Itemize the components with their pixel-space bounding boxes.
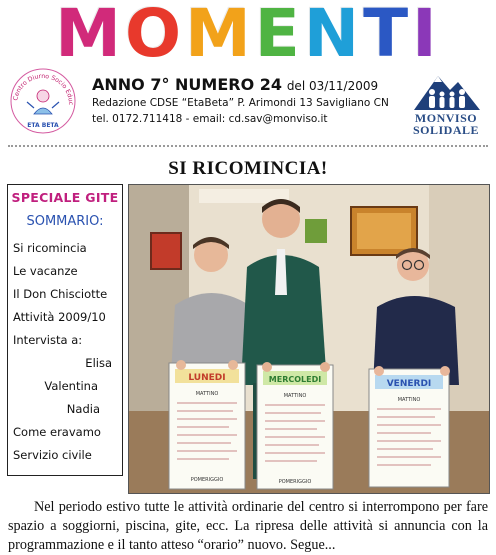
group-photo (128, 184, 490, 494)
masthead-letter: O (124, 0, 186, 72)
sommario-item: Nadia (66, 402, 100, 416)
schedule-board-mercoledi (257, 365, 333, 489)
header-divider (8, 145, 488, 147)
sidebar-title: SPECIALE GITE (11, 190, 119, 205)
monviso-logo-line1: MONVISO (414, 111, 478, 125)
board-heading: MATTINO (397, 397, 421, 403)
masthead-letter: E (254, 0, 304, 72)
board-heading: MATTINO (195, 391, 219, 397)
sommario-item: Le vacanze (13, 264, 78, 278)
schedule-board-venerdi (369, 369, 449, 487)
board-footer: POMERIGGIO (190, 477, 224, 483)
masthead-letter: N (303, 0, 364, 72)
board-heading: MATTINO (283, 393, 307, 399)
board-footer: POMERIGGIO (278, 479, 312, 485)
redazione-address: Redazione CDSE “EtaBeta” P. Arimondi 13 Savigliano CN (92, 97, 389, 109)
sommario-item: Intervista a: (13, 333, 83, 347)
sommario-item: Elisa (85, 356, 112, 370)
sommario-item: Il Don Chisciotte (13, 287, 108, 301)
masthead-letter: M (55, 0, 125, 72)
masthead-letter: I (412, 0, 441, 72)
etabeta-logo-graphic (8, 64, 78, 138)
issue-date: del 03/11/2009 (286, 79, 379, 93)
board-day-label: LUNEDI (188, 373, 226, 383)
monviso-logo-graphic (406, 68, 486, 112)
etabeta-logo (8, 64, 78, 138)
board-day-label: MERCOLEDI (268, 375, 322, 384)
sommario-item: Come eravamo (13, 425, 101, 439)
sommario-item: Valentina (44, 379, 98, 393)
etabeta-logo-sub: ETA BETA (27, 122, 59, 129)
masthead-letter: T (363, 0, 413, 72)
sommario-item: Servizio civile (13, 448, 92, 462)
etabeta-logo-arc-text: Centro Diurno Socio Educ (12, 72, 75, 106)
monviso-logo-line2: SOLIDALE (412, 123, 480, 137)
sommario-item: Si ricomincia (13, 241, 87, 255)
sommario-sidebar (7, 184, 123, 476)
schedule-board-lunedi (169, 363, 245, 489)
contact-info: tel. 0172.711418 - email: cd.sav@monviso.it (92, 113, 328, 125)
board-day-label: VENERDI (386, 379, 432, 389)
masthead (0, 0, 496, 72)
group-photo-illustration (129, 185, 489, 493)
monviso-solidale-logo (406, 68, 486, 138)
masthead-letter: M (185, 0, 255, 72)
issue-line (92, 76, 378, 95)
issue-number: ANNO 7° NUMERO 24 (92, 75, 283, 94)
masthead-title (0, 0, 496, 74)
sommario-item: Attività 2009/10 (13, 310, 106, 324)
article-body: Nel periodo estivo tutte le attività ordinarie del centro si interrompono per fare spazio a soggiorni, piscina, gite, ecc. La ripresa delle attività si annuncia con la programmazione e il tanto atteso “orario” nuovo. Segue... (8, 499, 488, 553)
sidebar-subtitle: SOMMARIO: (26, 214, 104, 229)
article-headline: SI RICOMINCIA! (168, 158, 328, 179)
